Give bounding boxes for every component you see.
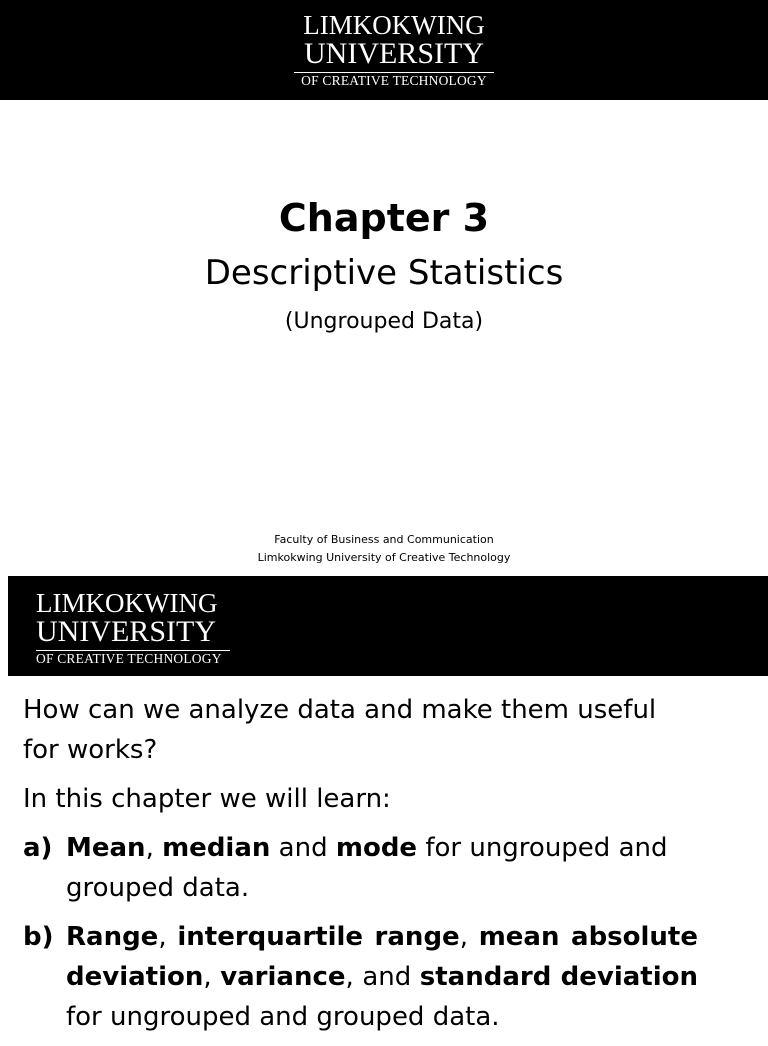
question-text: How can we analyze data and make them useful for works?	[23, 695, 657, 765]
term-median: median	[162, 833, 271, 863]
term-mean-absolute-deviation: mean absolute deviation	[66, 922, 698, 992]
term-range: Range	[66, 922, 159, 952]
term-standard-deviation: standard deviation	[419, 962, 698, 992]
header-banner	[0, 0, 768, 100]
logo-line-3: OF CREATIVE TECHNOLOGY	[36, 650, 230, 666]
text-fragment: , and	[345, 962, 420, 992]
logo-line-1: LIMKOKWING	[303, 10, 485, 40]
slide2-body	[23, 690, 698, 1046]
text-fragment: ,	[203, 962, 221, 992]
list-item	[23, 828, 698, 908]
logo-line-2: UNIVERSITY	[36, 615, 216, 648]
text-fragment: ,	[459, 922, 479, 952]
footer-faculty: Faculty of Business and Communication	[274, 533, 494, 546]
text-fragment: for ungrouped and grouped data.	[66, 833, 668, 903]
list-item-text	[66, 828, 698, 908]
text-fragment: ,	[158, 922, 178, 952]
university-logo	[36, 590, 230, 666]
text-fragment: ,	[145, 833, 163, 863]
term-variance: variance	[220, 962, 346, 992]
slide2-header-banner	[8, 576, 768, 676]
text-fragment: for ungrouped and grouped data.	[66, 1002, 500, 1032]
intro-text: In this chapter we will learn:	[23, 784, 391, 814]
list-marker: b)	[23, 922, 54, 952]
footer-university: Limkokwing University of Creative Technology	[257, 551, 511, 564]
logo-line-1: LIMKOKWING	[36, 588, 218, 618]
term-mode: mode	[335, 833, 418, 863]
logo-line-2: UNIVERSITY	[304, 37, 484, 70]
list-item	[23, 917, 698, 1037]
text-fragment: and	[270, 833, 336, 863]
term-mean: Mean	[66, 833, 146, 863]
list-item-text	[66, 917, 698, 1037]
chapter-title: Chapter 3	[278, 196, 490, 240]
university-logo	[294, 12, 494, 88]
chapter-subtitle-note: (Ungrouped Data)	[284, 309, 484, 334]
list-marker: a)	[23, 833, 53, 863]
term-interquartile-range: interquartile range	[177, 922, 460, 952]
logo-line-3: OF CREATIVE TECHNOLOGY	[294, 72, 494, 88]
chapter-subtitle: Descriptive Statistics	[204, 253, 564, 293]
